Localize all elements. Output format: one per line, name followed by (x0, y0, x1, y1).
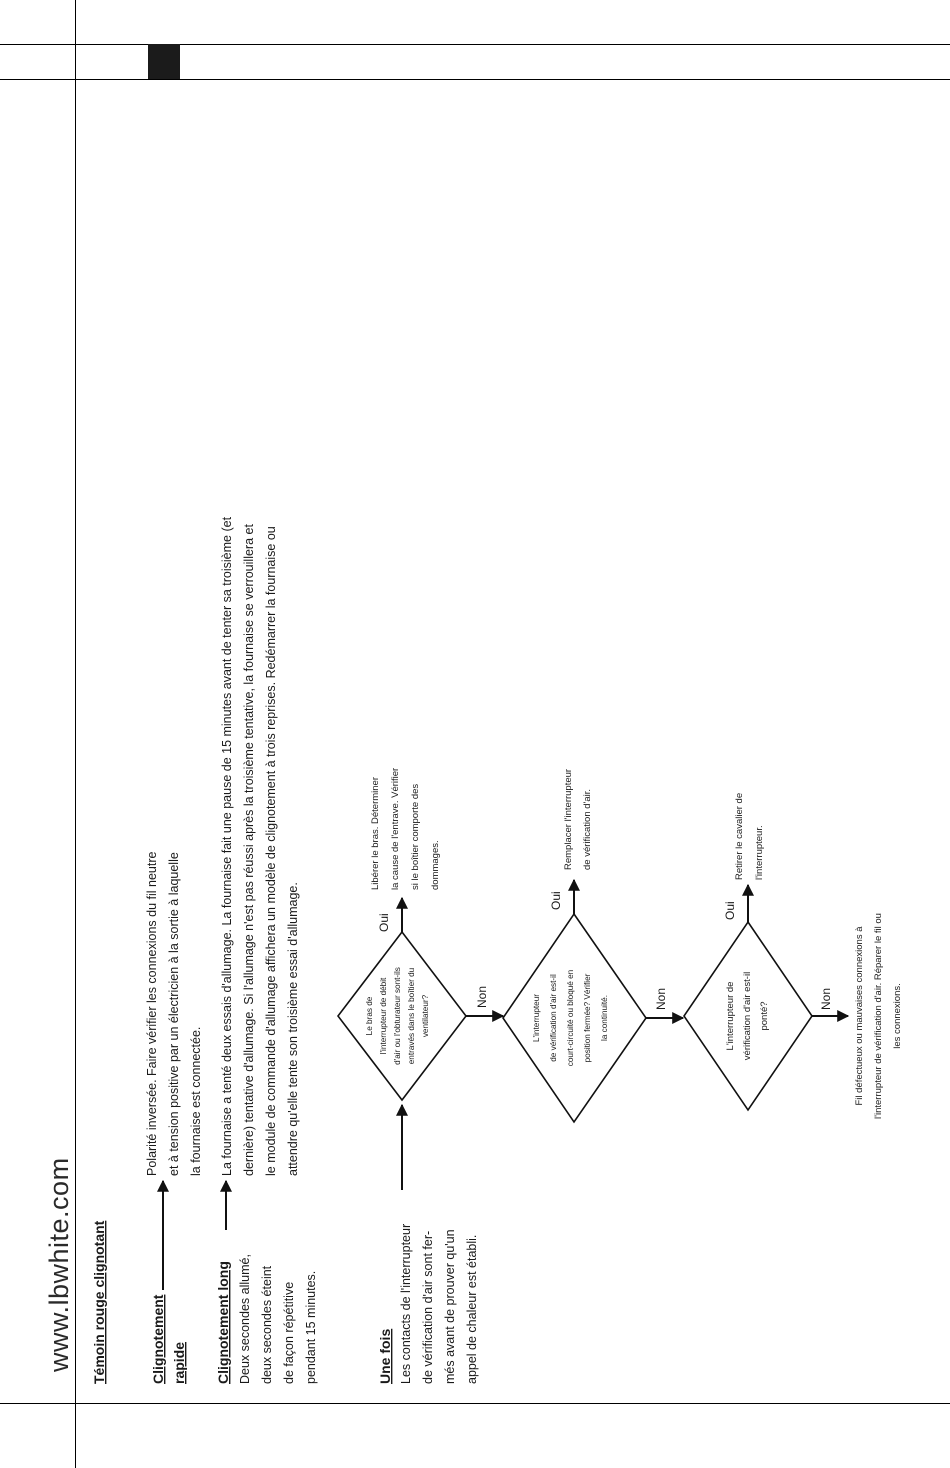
decision-2-yes-label: Oui (549, 891, 563, 910)
once-desc-line: més avant de prouver qu'un (443, 1229, 457, 1384)
action-3-text-line: l'interrupteur. (754, 825, 765, 880)
fast-blink-text-line: Polarité inversée. Faire vérifier les connexions du fil neutre (145, 851, 159, 1176)
decision-1-diamond (338, 932, 466, 1100)
long-blink-text-line: le module de commande d'allumage affichera un modèle de clignotement à trois reprises. Redémarrer la fournaise ou (264, 526, 278, 1176)
fast-blink-header-line2: rapide (171, 1341, 187, 1384)
action-1-text-line: Libérer le bras. Déterminer (370, 777, 381, 890)
flowchart (338, 768, 903, 1190)
decision-3-text-line: vérification d'air est-il (742, 971, 753, 1061)
long-blink-text-line: attendre qu'elle tente son troisième essai d'allumage. (286, 882, 300, 1176)
action-1-text-line: la cause de l'entrave. Vérifier (390, 767, 401, 890)
action-1-text-line: dommages. (430, 840, 441, 890)
decision-3-no-label: Non (819, 987, 833, 1010)
decision-1-text-line: entravés dans le boîtier du (407, 967, 416, 1065)
decision-3-text-line: ponté? (759, 1001, 770, 1031)
decision-3-text-line: L'interrupteur de (725, 981, 736, 1051)
long-blink-desc-line: pendant 15 minutes. (304, 1270, 318, 1384)
long-blink-desc-line: de façon répétitive (282, 1281, 296, 1384)
final-text-line: Fil défectueux ou mauvaises connexions à (854, 926, 865, 1106)
section-title: Témoin rouge clignotant (91, 1220, 107, 1384)
decision-2-text-line: de vérification d'air est-il (549, 974, 558, 1062)
final-text-line: les connexions. (892, 983, 903, 1049)
long-blink-desc-line: Deux secondes allumé, (238, 1254, 252, 1384)
fast-blink-group (145, 851, 203, 1384)
decision-1-yes-label: Oui (377, 913, 391, 932)
once-desc-line: de vérification d'air sont fer- (421, 1230, 435, 1384)
action-2-text-line: Remplacer l'interrupteur (563, 768, 574, 870)
fast-blink-text-line: et à tension positive par un électricien à la sortie à laquelle (167, 852, 181, 1176)
once-desc-line: appel de chaleur est établi. (465, 1234, 479, 1384)
decision-1-text-line: d'air ou l'obturateur sont-ils (393, 967, 402, 1065)
decision-1-text-line: l'interrupteur de débit (379, 977, 388, 1055)
final-text-line: l'interrupteur de vérification d'air. Réparer le fil ou (873, 913, 884, 1119)
long-blink-group (215, 516, 318, 1384)
decision-1-text-line: ventilateur? (421, 994, 430, 1038)
long-blink-header: Clignotement long (215, 1261, 231, 1384)
action-1-text-line: si le boîtier comporte des (410, 783, 421, 890)
once-desc-line: Les contacts de l'interrupteur (399, 1223, 413, 1384)
long-blink-text-line: La fournaise a tenté deux essais d'allumage. La fournaise fait une pause de 15 minutes avant de tenter sa troisième (et (220, 516, 234, 1176)
decision-2-text-line: la continuité. (600, 995, 609, 1041)
decision-2-text-line: position fermée? Vérifier (583, 973, 592, 1063)
decision-3-yes-label: Oui (723, 901, 737, 920)
fast-blink-header-line1: Clignotement (150, 1294, 166, 1384)
once-header: Une fois (377, 1328, 393, 1384)
decision-1-text-line: Le bras de (365, 996, 374, 1036)
fast-blink-text-line: la fournaise est connectée. (189, 1026, 203, 1176)
long-blink-desc-line: deux secondes éteint (260, 1265, 274, 1384)
once-group (377, 1224, 479, 1384)
decision-1-no-label: Non (475, 985, 489, 1008)
decision-2-text-line: L'interrupteur (532, 994, 541, 1042)
action-2-text-line: de vérification d'air. (582, 788, 593, 870)
decision-2-text-line: court-circuité ou bloqué en (566, 969, 575, 1067)
long-blink-text-line: dernière) tentative d'allumage. Si l'allumage n'est pas réussi après la troisième tentative, la fournaise se verrouillera et (242, 524, 256, 1176)
website-url: www.lbwhite.com (44, 1157, 74, 1372)
decision-2-no-label: Non (654, 987, 668, 1010)
action-3-text-line: Retirer le cavalier de (734, 792, 745, 880)
